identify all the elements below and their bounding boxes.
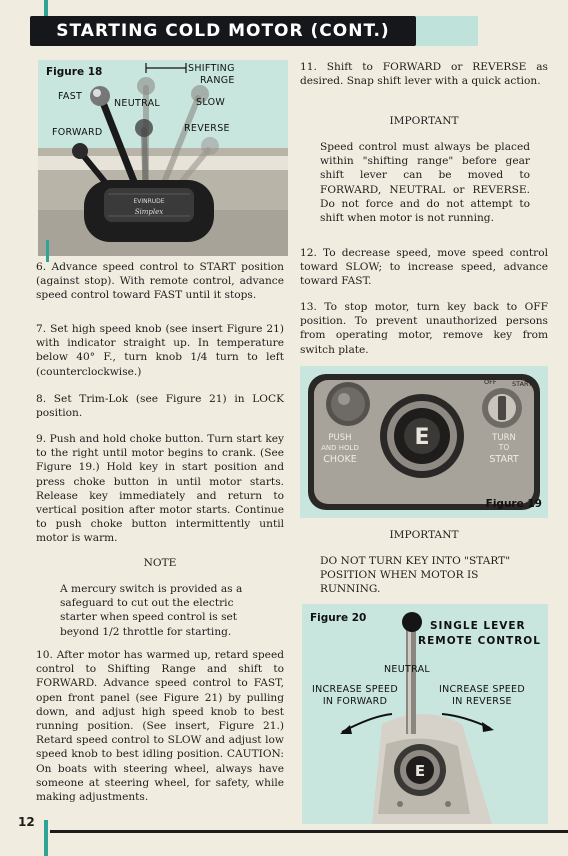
and-hold-label: AND HOLD [321, 444, 359, 452]
figure-20-label: Figure 20 [310, 612, 367, 624]
key-off-label: OFF [484, 378, 497, 386]
label-fast: FAST [58, 91, 83, 102]
paragraph-step-11: 11. Shift to FORWARD or REVERSE as desired. Snap shift lever with a quick action. [300, 61, 548, 88]
figure-19 [300, 366, 548, 518]
label-range: RANGE [200, 75, 235, 86]
important-text-2: DO NOT TURN KEY INTO "START" POSITION WHEN MOTOR IS RUNNING. [320, 555, 511, 596]
spine-accent-bottom [44, 820, 48, 856]
turn-label: TURN [492, 433, 516, 443]
label-reverse: REVERSE [184, 123, 230, 134]
figure-18-label: Figure 18 [46, 66, 103, 78]
key-start-label: START [512, 380, 533, 388]
figure-19-illustration [300, 366, 548, 518]
figure-19-label: Figure 19 [485, 498, 542, 510]
paragraph-step-13: 13. To stop motor, turn key back to OFF position. To prevent unauthorized persons from operating motor, remove key from switch plate. [300, 301, 548, 356]
page-number: 12 [18, 815, 35, 829]
evinrude-emblem: E [414, 425, 430, 450]
paragraph-step-8: 8. Set Trim-Lok (see Figure 21) in LOCK position. [36, 393, 284, 420]
neutral-label: NEUTRAL [384, 664, 430, 675]
figure-18-illustration [38, 60, 288, 256]
figure-18 [38, 60, 288, 256]
note-heading: NOTE [143, 557, 177, 569]
brand-simplex: Simplex [134, 208, 164, 216]
inc-forward-label-2: IN FORWARD [322, 696, 388, 707]
label-forward: FORWARD [52, 127, 103, 138]
footer-rule [50, 830, 568, 833]
label-neutral: NEUTRAL [114, 98, 160, 109]
paragraph-step-9: 9. Push and hold choke button. Turn start key to the right until motor begins to crank. (See Figure 19.) Hold key in start position and press choke button in until motor starts. Release key immediately and return to vertical position after motor starts. Continue to push choke button intermittently until motor is warm. [36, 433, 284, 545]
page-title: STARTING COLD MOTOR (CONT.) [56, 21, 390, 41]
figure-20 [302, 604, 548, 824]
figure-20-emblem: E [414, 762, 426, 780]
spine-accent-mid [46, 240, 49, 262]
important-heading-2: IMPORTANT [389, 529, 459, 541]
label-shifting: SHIFTING [188, 63, 235, 74]
important-text-1: Speed control must always be placed within "shifting range" before gear shift lever can be moved to FORWARD, NEUTRAL or REVERSE. Do not force and do not attempt to shift when motor is not running. [320, 141, 530, 225]
header-accent [416, 16, 478, 46]
figure-20-title-1: SINGLE LEVER [430, 620, 526, 632]
to-label: TO [498, 443, 510, 452]
start-label: START [489, 454, 519, 465]
choke-label: CHOKE [323, 454, 357, 465]
inc-forward-label-1: INCREASE SPEED [312, 684, 398, 695]
inc-reverse-label-2: IN REVERSE [452, 696, 512, 707]
label-slow: SLOW [196, 97, 226, 108]
figure-20-title-2: REMOTE CONTROL [418, 635, 541, 647]
important-heading-1: IMPORTANT [389, 115, 459, 127]
push-label: PUSH [328, 433, 352, 443]
paragraph-step-12: 12. To decrease speed, move speed control toward SLOW; to increase speed, advance toward FAST. [300, 247, 548, 288]
brand-evinrude: EVINRUDE [133, 198, 165, 205]
paragraph-step-7: 7. Set high speed knob (see insert Figure 21) with indicator straight up. In temperature below 40° F., turn knob 1/4 turn to left (counterclockwise.) [36, 323, 284, 378]
paragraph-step-6: 6. Advance speed control to START position (against stop). With remote control, advance speed control toward FAST until it stops. [36, 261, 284, 302]
paragraph-step-10: 10. After motor has warmed up, retard speed control to Shifting Range and shift to FORWARD. Advance speed control to FAST, open front panel (see Figure 21) by pulling down, and adjust high speed knob to best running position. (See insert, Figure 21.) Retard speed control to SLOW and adjust low speed knob to best idling position. CAUTION: On boats with steering wheel, always have someone at steering wheel, for safety, while making adjustments. [36, 649, 284, 804]
inc-reverse-label-1: INCREASE SPEED [439, 684, 525, 695]
note-text: A mercury switch is provided as a safeguard to cut out the electric starter when speed control is set beyond 1/2 throttle for starting. [60, 583, 243, 638]
